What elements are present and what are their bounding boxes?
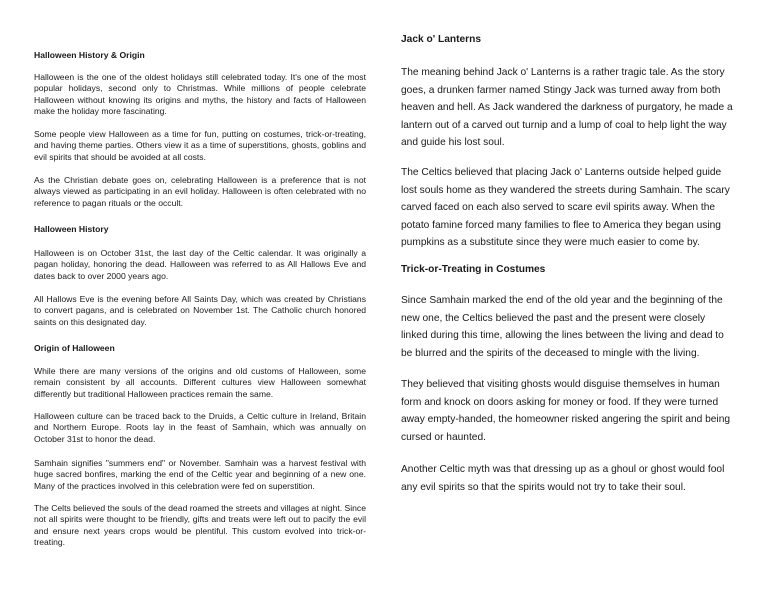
paragraph: They believed that visiting ghosts would disguise themselves in human form and knock on doors asking for money or food. If they were turned away empty-handed, the homeowner risked angering the spirit and being cursed or haunted. xyxy=(401,379,731,443)
paragraph: Halloween culture can be traced back to the Druids, a Celtic culture in Ireland, Britain and Northern Europe. Roots lay in the feast of Samhain, which was annually on October 31st to honor the dead. xyxy=(34,411,366,444)
paragraph: Halloween is on October 31st, the last day of the Celtic calendar. It was originally a pagan holiday, honoring the dead. Halloween was referred to as All Hallows Eve and dates back to over 2000 years ago. xyxy=(34,248,366,281)
paragraph: Samhain signifies "summers end" or November. Samhain was a harvest festival with huge sacred bonfires, marking the end of the Celtic year and beginning of a new one. Many of the practices involved in this celebration were fed on superstition. xyxy=(34,458,366,491)
heading-origin: Origin of Halloween xyxy=(34,343,115,353)
paragraph: Since Samhain marked the end of the old year and the beginning of the new one, the Celtics believed the past and the present were closely linked during this time, allowing the lines between the living and dead to be blurred and the spirits of the deceased to mingle with the living. xyxy=(401,295,724,359)
paragraph: As the Christian debate goes on, celebrating Halloween is a preference that is not always viewed as participating in an evil holiday. Halloween is often celebrated with no reference to pagan rituals or the occult. xyxy=(34,175,366,208)
heading-trick-or-treating: Trick-or-Treating in Costumes xyxy=(401,264,546,275)
paragraph: Some people view Halloween as a time for fun, putting on costumes, trick-or-treating, and having theme parties. Others view it as a time of superstitions, ghosts, goblins and evil spirits that should be avoided at all costs. xyxy=(34,129,366,162)
paragraph: Halloween is the one of the oldest holidays still celebrated today. It's one of the most popular holidays, second only to Christmas. While millions of people celebrate Halloween without knowing its origins and myths, the history and facts of Halloween make the holiday more fascinating. xyxy=(34,72,366,117)
heading-halloween-history: Halloween History xyxy=(34,224,109,234)
paragraph: The meaning behind Jack o' Lanterns is a rather tragic tale. As the story goes, a drunken farmer named Stingy Jack was turned away from both heaven and hell. As Jack wandered the darkness of purgatory, he made a lantern out of a carved out turnip and a lump of coal to help light the way and guide his lost soul. xyxy=(401,67,733,149)
paragraph: Another Celtic myth was that dressing up as a ghoul or ghost would fool any evil spirits so that the spirits would not try to take their soul. xyxy=(401,464,725,493)
paragraph: The Celtics believed that placing Jack o' Lanterns outside helped guide lost souls home as they wandered the streets during Samhain. The scary carved faced on each also served to scare evil spirits away. When the potato famine forced many families to flee to America they began using pumpkins as a substitute since they were much easier to come by. xyxy=(401,167,730,249)
heading-history-origin: Halloween History & Origin xyxy=(34,50,145,60)
heading-jack-o-lanterns: Jack o' Lanterns xyxy=(401,34,481,45)
paragraph: While there are many versions of the origins and old customs of Halloween, some remain consistent by all accounts. Different cultures view Halloween somewhat differently but traditional Halloween practices remain the same. xyxy=(34,366,366,399)
paragraph: The Celts believed the souls of the dead roamed the streets and villages at night. Since not all spirits were thought to be friendly, gifts and treats were left out to pacify the evil and ensure next years crops would be plentiful. This custom evolved into trick-or-treating. xyxy=(34,503,367,548)
paragraph: All Hallows Eve is the evening before All Saints Day, which was created by Christians to convert pagans, and is celebrated on November 1st. The Catholic church honored saints on this designated day. xyxy=(34,294,366,327)
